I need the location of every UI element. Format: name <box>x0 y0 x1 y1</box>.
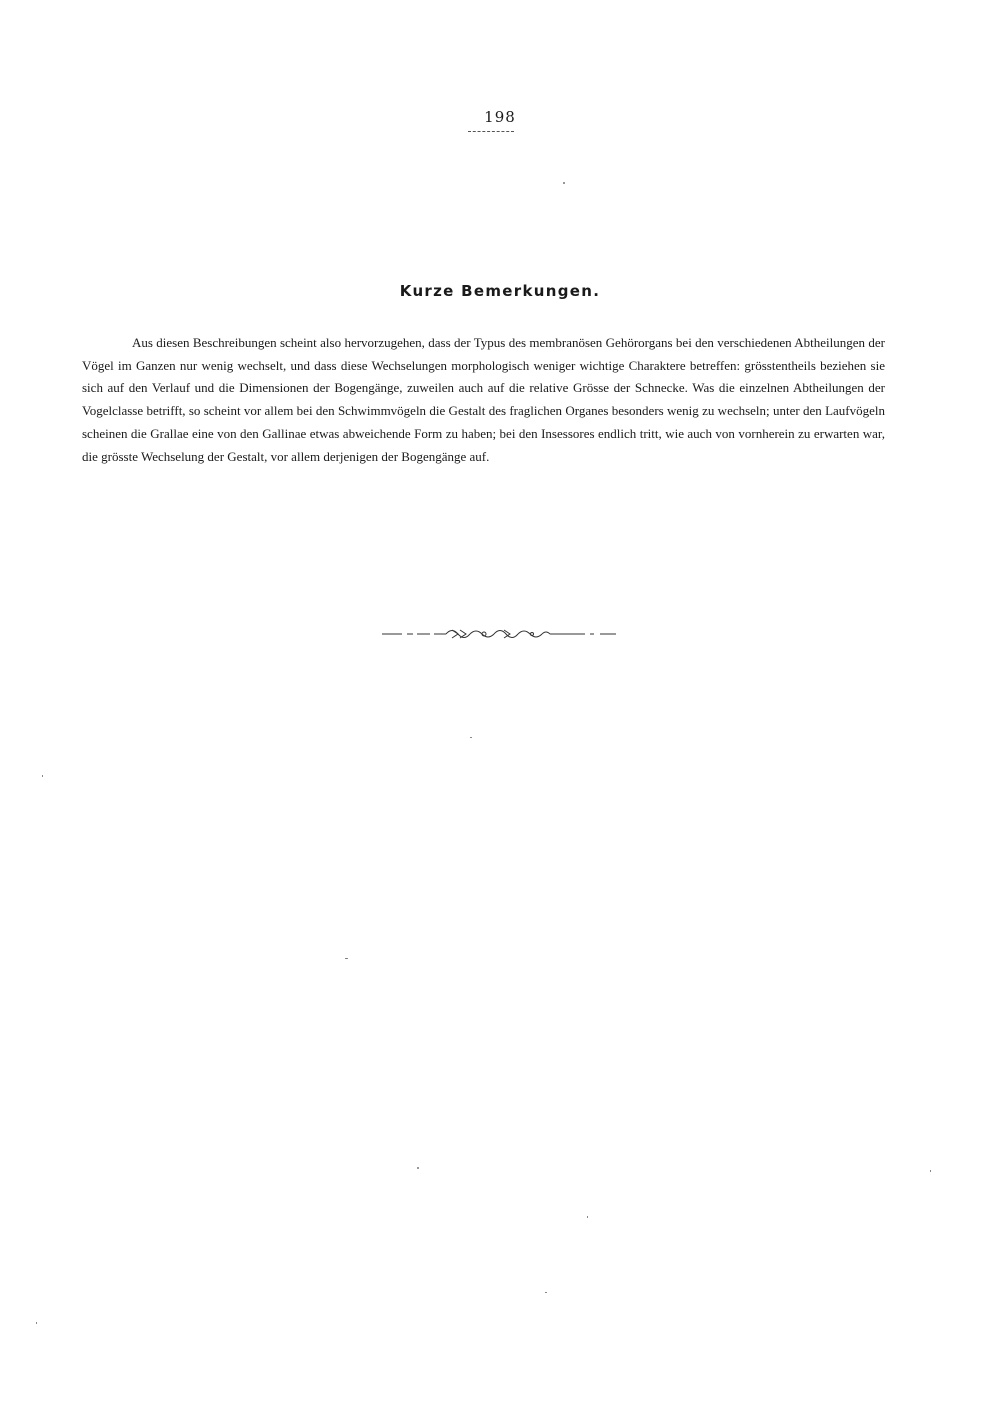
scan-speck <box>545 1292 547 1293</box>
scan-speck <box>587 1216 588 1218</box>
scan-speck <box>563 182 565 184</box>
ornament-divider <box>0 623 1000 643</box>
section-heading: Kurze Bemerkungen. <box>399 282 601 300</box>
scan-speck <box>345 958 348 959</box>
scan-speck <box>417 1167 419 1169</box>
page-number-underline <box>468 131 514 132</box>
scan-speck <box>930 1170 931 1172</box>
scan-speck <box>36 1322 37 1324</box>
page-number: 198 <box>484 108 516 126</box>
body-paragraph: Aus diesen Beschreibungen scheint also hervorzugehen, dass der Typus des membranösen Gehörorgans bei den verschiedenen Abtheilungen der Vögel im Ganzen nur wenig wechselt, und dass diese Wechselungen morphologisch weniger wichtige Charaktere betreffen: grösstentheils beziehen sie sich auf den Verlauf und die Dimensionen der Bogengänge, zuweilen auch auf die relative Grösse der Schnecke. Was die einzelnen Abtheilungen der Vogelclasse betrifft, so scheint vor allem bei den Schwimmvögeln die Gestalt des fraglichen Organes besonders wenig zu wechseln; unter den Laufvögeln scheinen die Grallae eine von den Gallinae etwas abweichende Form zu haben; bei den Insessores endlich tritt, wie auch von vornherein zu erwarten war, die grösste Wechselung der Gestalt, vor allem derjenigen der Bogengänge auf. <box>82 335 885 464</box>
scan-speck <box>42 775 43 777</box>
scan-speck <box>470 737 472 738</box>
scroll-flourish-divider-icon <box>380 623 620 643</box>
